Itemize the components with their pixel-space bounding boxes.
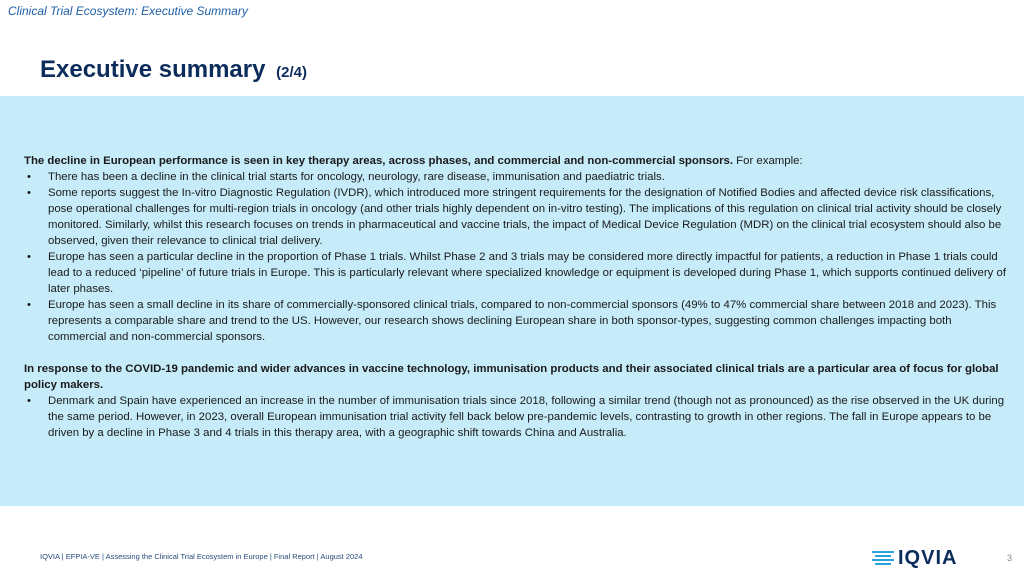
section1-bullet-list [24,169,1008,345]
section1-lead [24,153,1008,169]
page-number: 3 [1007,553,1013,563]
footer-text: IQVIA | EFPIA-VE | Assessing the Clinical Trial Ecosystem in Europe | Final Report | August 2024 [40,552,363,561]
iqvia-logo-text: IQVIA [898,546,958,569]
section1-bullet: • Europe has seen a particular decline in the proportion of Phase 1 trials. Whilst Phase 2 and 3 trials may be considered more directly impactful for patients, a reduction in Phase 1 trials could lead to a reduced ‘pipeline’ of future trials in Europe. This is particularly relevant where specialized knowledge or equipment is developed during Phase 1, which supports continued delivery of later phases. [24,249,1008,297]
summary-content [24,153,1008,441]
iqvia-logo-mark-icon [872,551,894,565]
section2-bullet: • Denmark and Spain have experienced an increase in the number of immunisation trials since 2018, following a similar trend (though not as pronounced) as the rise observed in the UK during the same period. However, in 2023, overall European immunisation trial activity fell back below pre-pandemic levels, contrasting to growth in other regions. The fall in Europe appears to be driven by a decline in Phase 3 and 4 trials in this therapy area, with a geographic shift towards China and Australia. [24,393,1008,441]
section2-lead [24,361,1008,393]
page-title-suffix: (2/4) [276,64,307,81]
section1-bullet: • Some reports suggest the In-vitro Diagnostic Regulation (IVDR), which introduced more stringent requirements for the designation of Notified Bodies and affected device risk classifications, pose operational challenges for multi-region trials in oncology (and other trials highly dependent on in-vitro testing). The implications of this regulation on clinical trial activity should be closely monitored. Similarly, whilst this research focuses on trends in pharmaceutical and vaccine trials, the impact of Medical Device Regulation (MDR) on the clinical trial ecosystem should also be observed, given their relevance to clinical trial delivery. [24,185,1008,249]
iqvia-logo [872,547,957,569]
section2-bullet-list [24,393,1008,441]
section1-lead-bold: The decline in European performance is seen in key therapy areas, across phases, and commercial and non-commercial sponsors. [24,155,734,167]
section1-bullet: • Europe has seen a small decline in its share of commercially-sponsored clinical trials, compared to non-commercial sponsors (49% to 47% commercial share between 2018 and 2023). This represents a comparable share and trend to the US. However, our research shows declining European share in both sponsor-types, suggesting common challenges impacting both commercial and non-commercial sponsors. [24,297,1008,345]
summary-panel [0,96,1024,506]
document-label: Clinical Trial Ecosystem: Executive Summary [8,4,248,18]
section1-bullet: • There has been a decline in the clinical trial starts for oncology, neurology, rare disease, immunisation and paediatric trials. [24,169,1008,185]
section2-lead-bold: In response to the COVID-19 pandemic and wider advances in vaccine technology, immunisation products and their associated clinical trials are a particular area of focus for global policy makers. [24,363,999,391]
page-title [40,56,307,84]
section1-lead-rest: For example: [733,155,803,167]
page-title-text: Executive summary [40,56,266,83]
